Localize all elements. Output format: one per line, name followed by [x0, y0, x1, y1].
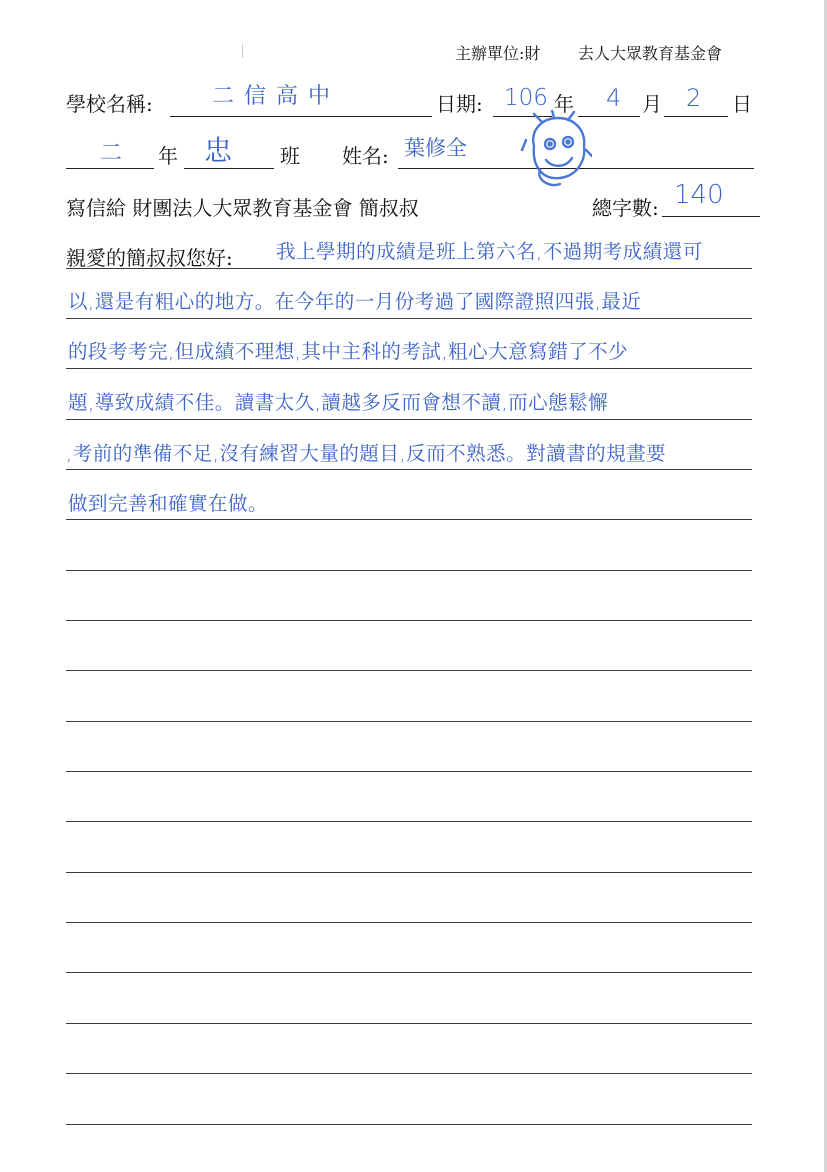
school-value: 二信高中 [212, 84, 341, 109]
year-value: 106 [504, 85, 548, 111]
day-label: 日 [732, 92, 752, 116]
letter-line-6: 做到完善和確實在做。 [68, 492, 269, 515]
school-underline [170, 116, 432, 117]
word-count-underline [662, 216, 760, 217]
ruled-line [66, 670, 752, 671]
word-count-value: 140 [674, 180, 724, 210]
sponsor-label: 主辦單位:財 [455, 44, 541, 63]
letter-line-5: ,考前的準備不足,沒有練習大量的題目,反而不熟悉。對讀書的規畫要 [66, 442, 667, 465]
day-underline [664, 116, 728, 117]
grade-label: 年 [158, 144, 178, 168]
ruled-line [66, 368, 752, 369]
ruled-line [66, 469, 752, 470]
word-count-label: 總字數: [592, 196, 659, 220]
greeting: 親愛的簡叔叔您好: [66, 246, 233, 270]
ruled-line [66, 419, 752, 420]
ruled-line [66, 1023, 752, 1024]
class-label: 班 [280, 144, 300, 168]
blue-smiley-stamp [520, 110, 592, 190]
scan-speck [242, 44, 243, 58]
name-value: 葉修全 [404, 136, 467, 160]
class-value: 忠 [204, 134, 233, 167]
ruled-line [66, 1124, 752, 1125]
letter-line-4: 題,導致成績不佳。讀書太久,讀越多反而會想不讀,而心態鬆懈 [68, 391, 609, 414]
day-value: 2 [686, 84, 702, 112]
year-label: 年 [554, 92, 574, 116]
ruled-line [66, 620, 752, 621]
letter-line-2: 以,還是有粗心的地方。在今年的一月份考過了國際證照四張,最近 [68, 290, 642, 313]
letter-to-line: 寫信給 財團法人大眾教育基金會 簡叔叔 [66, 196, 419, 220]
ruled-line [66, 972, 752, 973]
letter-line-1: 我上學期的成績是班上第六名,不過期考成績還可 [276, 240, 703, 263]
ruled-line [66, 268, 752, 269]
letter-line-3: 的段考考完,但成績不理想,其中主科的考試,粗心大意寫錯了不少 [68, 340, 629, 363]
grade-value: 二 [100, 141, 123, 166]
ruled-line [66, 872, 752, 873]
ruled-line [66, 922, 752, 923]
date-label: 日期: [436, 92, 483, 116]
ruled-line [66, 771, 752, 772]
ruled-line [66, 1073, 752, 1074]
month-value: 4 [606, 84, 622, 112]
name-label: 姓名: [342, 144, 389, 168]
class-underline [184, 168, 274, 169]
ruled-line [66, 519, 752, 520]
ruled-line [66, 570, 752, 571]
month-label: 月 [642, 92, 662, 116]
ruled-line [66, 318, 752, 319]
school-label: 學校名稱: [66, 92, 153, 116]
ruled-line [66, 821, 752, 822]
grade-underline [66, 168, 154, 169]
ruled-line [66, 721, 752, 722]
sponsor-name: 去人大眾教育基金會 [578, 44, 723, 63]
